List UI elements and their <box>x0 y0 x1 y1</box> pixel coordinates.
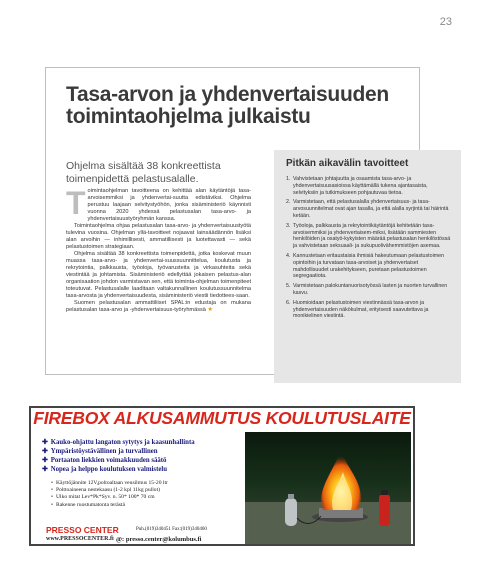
plus-icon: ✚ <box>42 439 48 446</box>
firebox-photo <box>245 432 411 544</box>
company-email: @: presso.center@kolumbus.fi <box>116 536 202 543</box>
plus-icon: ✚ <box>42 457 48 464</box>
plus-icon: ✚ <box>42 466 48 473</box>
ad-headline: FIREBOX ALKUSAMMUTUS KOULUTUSLAITE <box>33 408 411 428</box>
drop-cap: T <box>66 185 86 221</box>
ad-spec: • Käyttöjännite 12V,poltoaltaan veusilmus 15-20 ltr <box>51 480 168 486</box>
article-paragraph: Toimintaohjelma ohjaa pelastusalan tasa-arvo- ja yhdenvertaisuustyötä tulevina vuosina. Ohjelman yllä-tavoitteet nojaavat lainsäädännön lisäksi alan arvoihin — inhimillisesti, ammatillisesti ja luotettavasti — sekä pelastustoimen strategiaan. <box>66 223 251 250</box>
page-number: 23 <box>439 16 452 28</box>
article-body <box>66 185 251 314</box>
ad-spec: • Polttoaineena nestekaasu (1-2 kpl 11kg pullot) <box>51 487 160 494</box>
article-headline: Tasa-arvon ja yhdenvertaisuuden toimintaohjelma julkaistu <box>66 83 389 128</box>
ad-spec: • Rakenne ruostumatonta terästä <box>51 501 125 508</box>
article-lede: Ohjelma sisältää 38 konkreettista toimenpidettä pelastusalalle. <box>66 160 221 185</box>
ad-feature-list <box>42 438 252 474</box>
end-mark-icon: ★ <box>207 307 213 313</box>
article-paragraph: Ohjelma sisältää 38 konkreettista toimenpidettä, jotka koskevat muun muassa tasa-arvo- ja yhdenvertai-suussuunnittelua, koulutusta ja rekrytointia, palkkausta, työoloja, työvarusteita ja virkasuhteita sekä viestintää ja johtamista. Sisäministeriö edellyttää jokaisen pelastus-alan organisaation johdon varmistavan sen, että toiminta-ohjelman toimenpiteet toteutuvat. Pelastusalalle laaditaan valtakunnallinen koulutussuunnitelma tasa-arvosta ja yhdenvertaisuudesta, sisäministeriö viestii tiedottees-saan. <box>66 251 251 299</box>
ad-feature: ✚ Ympäristöystävällinen ja turvallinen <box>42 448 158 455</box>
goals-sidebar <box>274 150 461 383</box>
company-website: www.PRESSOCENTER.fi <box>46 536 114 542</box>
ad-feature: ✚ Kauko-ohjattu langaton sytytys ja kaasunhallinta <box>42 439 195 446</box>
article-box <box>45 67 451 375</box>
goal-item: 1. Vahvistetaan johtajuutta ja osaamista tasa-arvo- ja yhdenvertaisuusasioissa käyttämällä tukena ajantasaista, selvityksiin ja tutkimukseen pohjautuvaa tietoa. <box>286 176 428 196</box>
goal-item: 6. Huomioidaan pelastustoimen viestinnässä tasa-arvon ja yhdenvertaisuuden näkökulmat, erityisesti saavutettava ja monikielinen viestintä. <box>286 299 429 320</box>
article-paragraph: Suomen pelastusalan ammattiliiset SPAL:in edustaja on mukana pelastusalan tasa-arvo ja -yhdenvertaisuus-työryhmässä ★ <box>66 300 251 313</box>
goals-list <box>286 176 451 320</box>
company-phone: Puh.(019)340451 Fax:(019)340460 <box>136 527 207 532</box>
ad-spec: • Ulko mitat Lev*Pk*Syv. n. 50* 100* 70 cm <box>51 494 155 501</box>
article-paragraph: Toimintaohjelman tavoitteena on kehittää alan käytäntöjä tasa-arvoisemmiksi ja yhdenvertai-suutta edistäviksi. Ohjelma perustuu laajaan selvitystyöhön, jonka sisäministeriö käynnisti vuonna 2020 yhdessä pelastusalan tasa-arvo- ja yhdenvertaisuustyöryhmän kanssa. <box>66 185 251 222</box>
goal-item: 3. Työoloja, palkkausta ja rekrytointikäytäntöjä kehitetään tasa-arvoisemmiksi ja yhdenvertaisem-miksi, lisätään sammiesten henkilöiden ja osatyö-kykyisten määrää pelastusalan henkilöstössä ja vahvistetaan seksuaali- ja sukupuolivähemmistöjen asemaa. <box>286 222 451 250</box>
ad-feature: ✚ Portaaton liekkien voimakkuuden säätö <box>42 457 167 464</box>
company-name: PRESSO CENTER <box>46 525 119 535</box>
ad-spec-list <box>51 480 261 509</box>
goal-item: 5. Varmistetaan palokuntanuorisotyössä lasten ja nuorten turvallinen kasvu. <box>286 283 448 296</box>
goal-item: 2. Varmistetaan, että pelastusalalla yhdenvertaisuus- ja tasa-arvosuunnitelmat ovat ajan tasalla, ja että alalla syrjintä tai häirintä ketään. <box>286 199 449 219</box>
sidebar-title: Pitkän aikavälin tavoitteet <box>286 158 409 169</box>
firebox-advertisement <box>29 406 415 546</box>
ad-feature: ✚ Nopea ja helppo koulutuksen valmistelu <box>42 466 168 473</box>
plus-icon: ✚ <box>42 448 48 455</box>
goal-item: 4. Kannustetaan eritaustaisia ihmisiä hakeutumaan pelastustoimen opintoihin ja turvataan tasa-arvoiset ja yhdenvertaiset mahdollisuudet urakehitykseen, puretaan pelastustoimen segregaatiota. <box>286 252 445 280</box>
